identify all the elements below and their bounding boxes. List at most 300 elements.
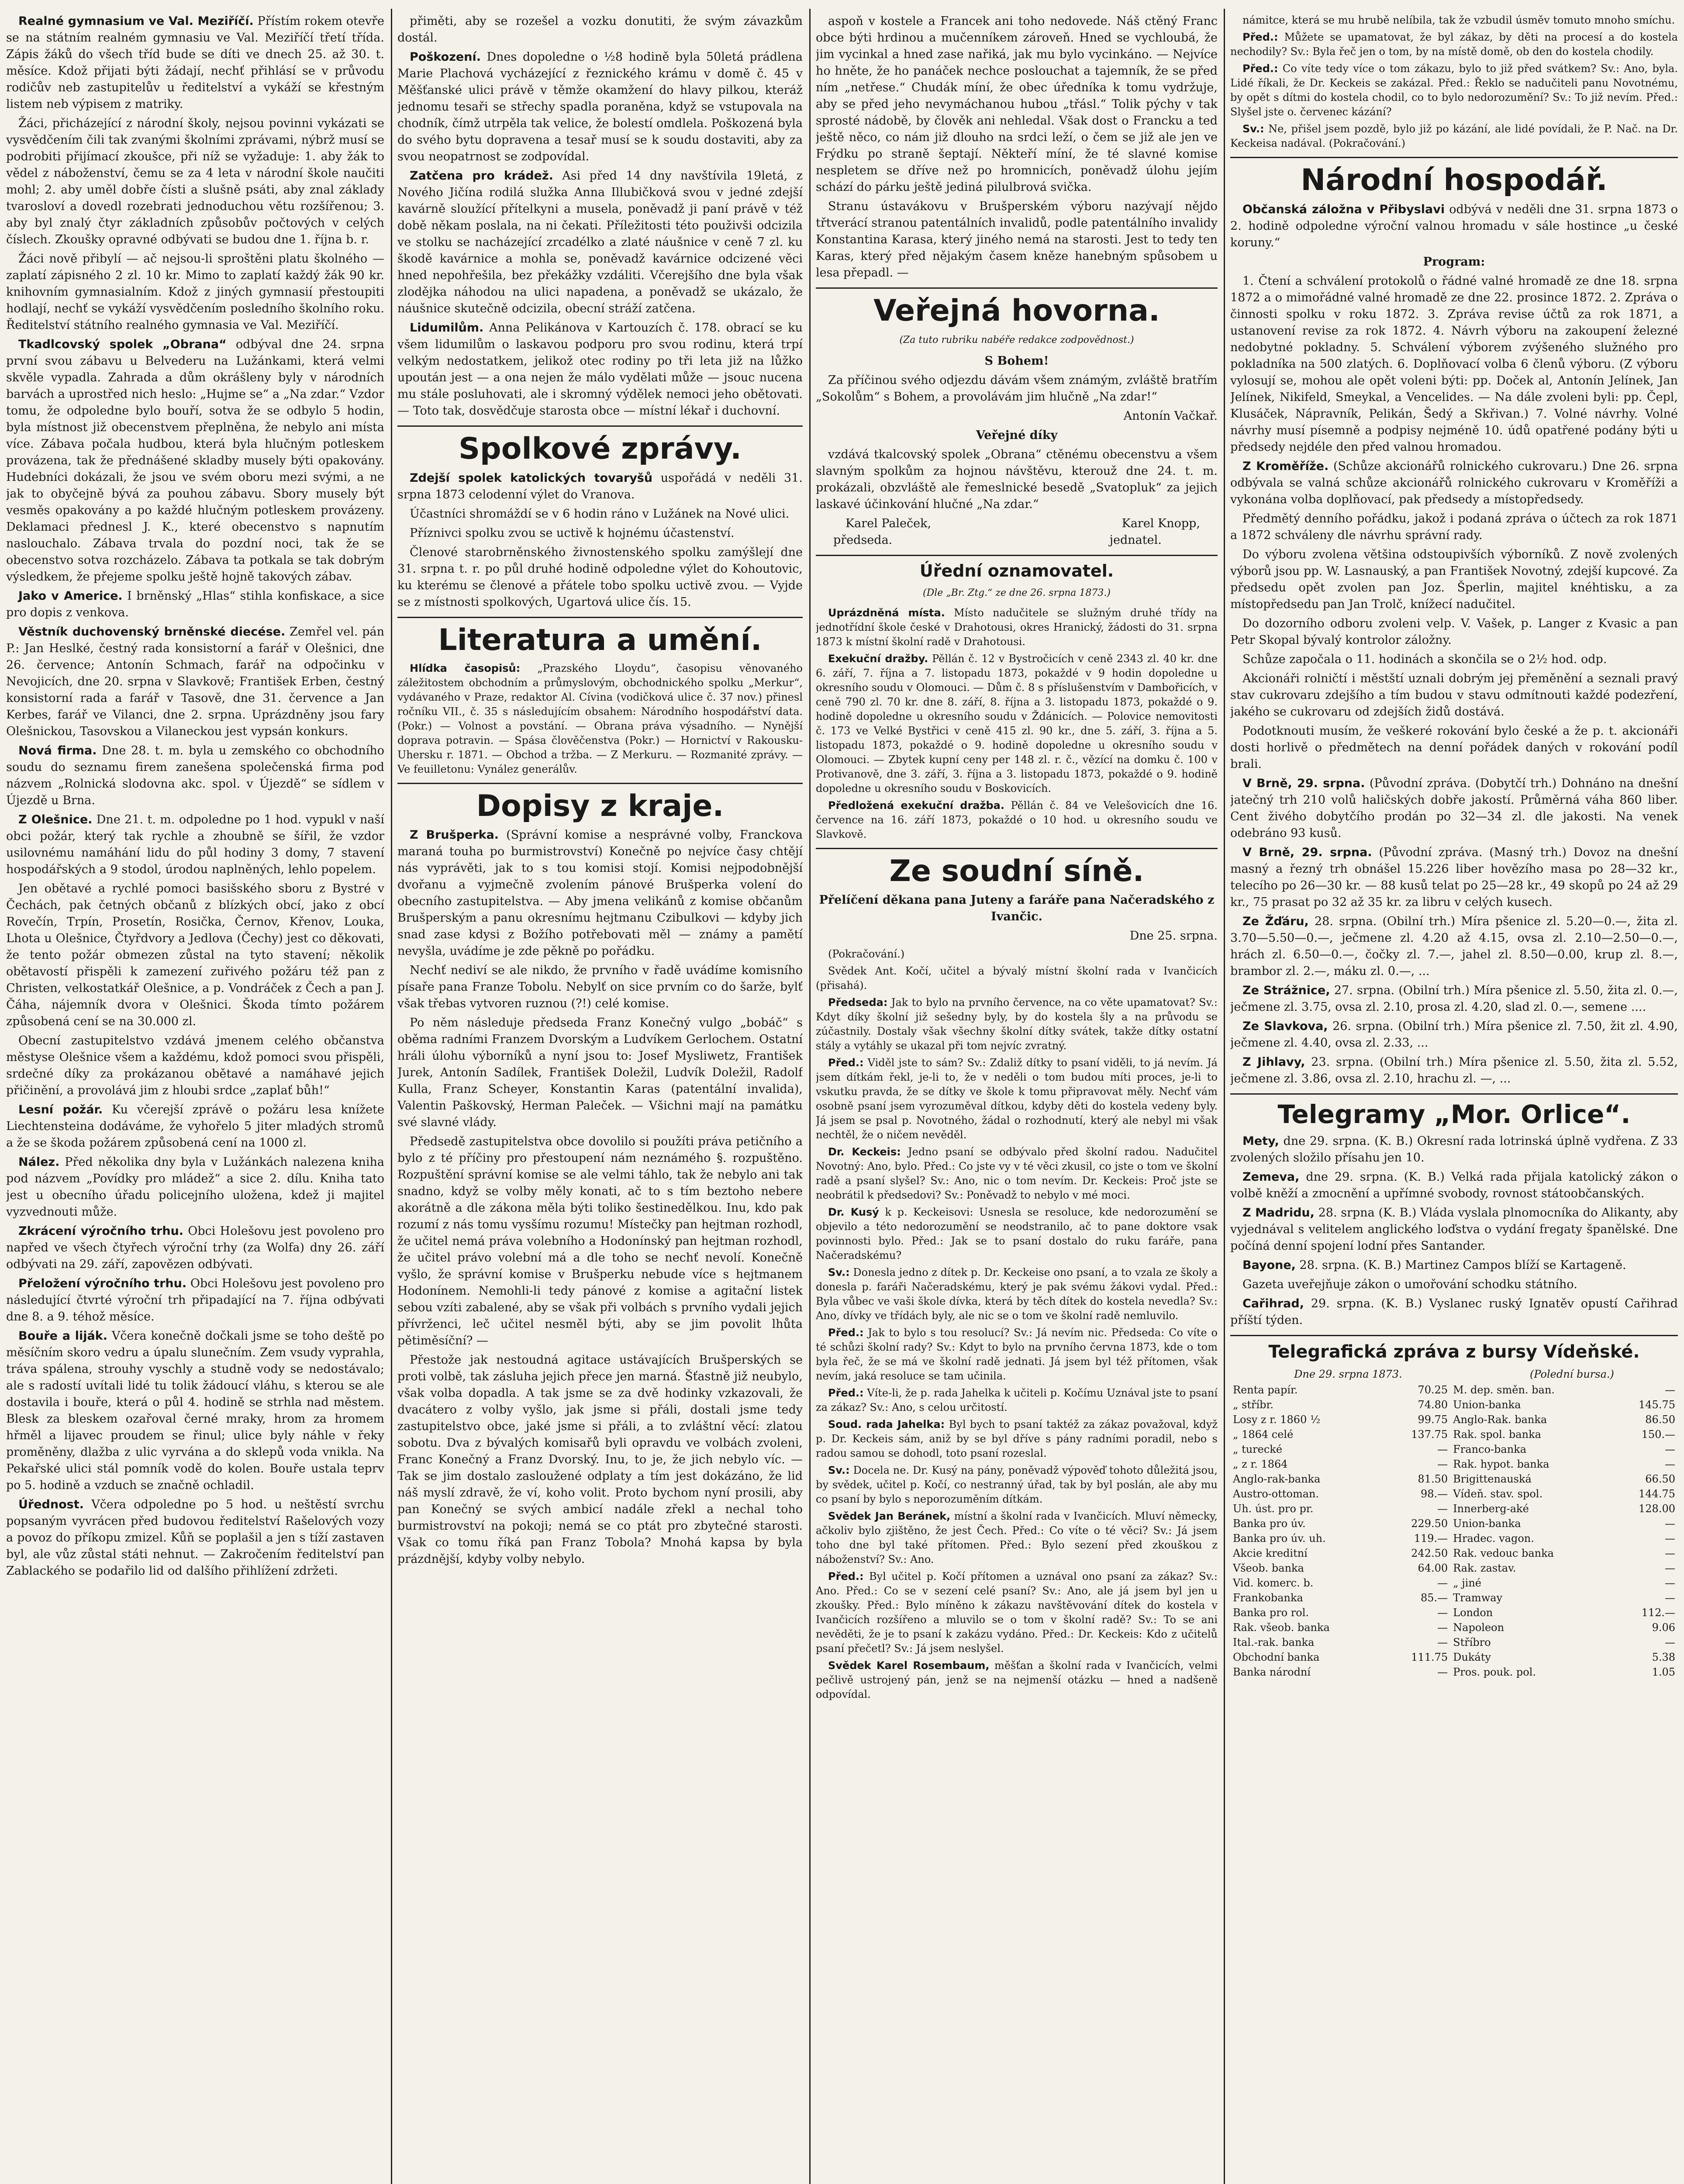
article-paragraph [1230,913,1678,980]
signature-left [833,515,931,549]
section-divider [1230,1093,1678,1095]
section-subtitle: (Za tuto rubriku nabéře redakce zodpovědnost.) [899,334,1134,346]
article-lead: Z Olešnice. [18,813,93,826]
signature-name: Karel Paleček, [845,516,932,530]
article-lead: Poškození. [410,50,481,64]
article-text: Viděl jste to sám? Sv.: Zdaliž dítky to psaní viděli, to já nevím. Já jsem dítkám řekl, je-li to, že v neděli o tom budou míti proces, je-li to vskutku pravda, že se dítky ve škole k tomu připravovat měly. Nechť vám osobně psaní jsem vyrozuměval dítkou, kdyby děti do kostela vedeny byly. Já jsem se psal p. Novotného, žádal o rozhodnutí, který ale nebyl mi však nechtěl, že o ničem nevěděl. [816,1057,1218,1141]
article-text: Předsedě zastupitelstva obce dovolilo si použíti práva petičního a bylo z té příčiny pro přestoupení nám neznámého §. rozpuštěno. Rozpuštění správní komise se ale velmi táhlo, tak že nebylo ani tak snadno, když se volby měly konati, ač to s tím beztoho nebere akorátně a dle zákona měla býti toliko šestinedělkou. Inu, kdo pak rozumí z nás tomu vysšímu rozumu! Místečky pan hejtman rozhodl, že učitel nemá práva volebního a Hodonínský pan hejtman rozhodl, že učitel právo volební má a dle toho se nechť nevolí. Konečně vyšlo, že správní komise v Brušperku nebude více s hejtmanem Hodonínem. Nemohli-li tedy pánové z komise a agitační listek sebou vzíti zabalené, aby se však při volbách s prvního vydali jejich přívrženci, leč učitel nesměl býti, aby se jim povolit lhůta pětiměsíční? — [397,1135,803,1348]
article-text: odbýval dne 24. srpna první svou zábavu u Belvederu na Lužánkami, která velmi skvěle vypadla. Zahrada a dům okrášleny byly v národních barvách a uprostřed nich heslo: „Hujme se“ a „Na zdar.“ Vzdor tomu, že odpoledne bylo bouří, sotva že se odbylo 5 hodin, byla místnost již obecenstvem přeplněna, že nebylo ani místa více. Zábava počala hudbou, která byla hlučným potleskem provázena, tak že přednášené skladby musely býti opakovány. Hudebníci dokázali, že jsou ve svém oboru mezi svými, a ne jak to obyčejně bývá za pouhou zábavu. Sbory musely být vesměs opakovány a po každé hlučným potleskem provázeny. Deklamaci přednesl J. K., které obecenstvo s napnutím naslouchalo. Zábava trvala do pozdní noci, tak že se obecenstvo sotva rozcházelo. Zábava ta potkala se tak dobrým výsledkem, že přejeme spolku ještě hojně takových zábav. [6,338,384,584]
column-3 [816,13,1218,2184]
article-text: k p. Keckeisovi: Usnesla se resoluce, kde nedorozumění se objevilo a této nedorozumění se neodstranilo, ač to pane doktore vsak povinnosti bylo. Před.: Jak se to psaní dostalo do ruku faráře, pana Načeradskému? [816,1206,1218,1262]
article-text: námitce, která se mu hrubě nelíbila, tak že vzbudil úsměv tomuto mnoho smíchu. [1242,14,1675,26]
article-text: Po něm následuje předseda Franz Konečný vulgo „bobáč“ s oběma radními Franzem Dvorským a Ludvíkem Gerlochem. Ostatní hráli úlohu výborníků a nyní jsou to: Josef Mysliwetz, František Jurek, Antonín Sadílek, František Doležil, Ludvík Doležil, Radolf Kulla, Franz Scheyer, Konstantin Karas (patentální invalida), Valentin Paškovský, Herman Paleček. — Všichni mají na památku své slavné vlády. [397,1016,803,1130]
bursa-date: Dne 29. srpna 1873. [1294,1368,1402,1380]
article-paragraph [816,1386,1218,1415]
quote-value: 150.— [1641,1428,1675,1441]
article-text: Podotknouti musím, že veškeré rokování bylo české a že p. t. akcionáři dosti horlivě o předmětech na denní pořádek daných v rokování podíl brali. [1230,724,1678,771]
article-paragraph [816,1569,1218,1656]
quote-name: Renta papír. [1233,1383,1298,1396]
article-text: (Schůze akcionářů rolnického cukrovaru.) Dne 26. srpna odbývala se valná schůze akcionářů rolnického cukrovaru v Kroměříži a vykonána volba doplňovací, pak předsedy a místopředsedy. [1230,459,1678,506]
quote-name: Dukáty [1453,1651,1491,1663]
column-2 [397,13,803,2184]
article-text: Anna Pelikánova v Kartouzích č. 178. obrací se ku všem lidumilům o laskavou podporu pro svou rodinu, která trpí velkým nedostatkem, jelikož otec rodiny po tři leta již na lůžko upoután jest — a ona nejen že málo vydělati může — jsouc nucena mu stále posluhovati, ale i skromný výdělek nemoci jeho obětovati. — Toto tak, dosvědčuje starosta obce — místní lékař i duchovní. [397,321,803,418]
article-lead: V Brně, 29. srpna. [1242,845,1372,859]
quote-value: — [1437,1636,1448,1648]
article-paragraph [816,1056,1218,1142]
section-title-literatura: Literatura a umění. [438,622,762,657]
article-paragraph [397,525,803,542]
article-paragraph [816,353,1218,370]
article-paragraph [1230,1133,1678,1166]
article-text: odbývá v neděli dne 31. srpna 1873 o 2. hodině odpoledne výroční valnou hromadu v sále hostince „u české koruny.“ [1230,202,1678,249]
article-lead: Cařihrad, [1242,1296,1304,1310]
article-paragraph [1230,1054,1678,1087]
article-lead: Úřednost. [18,1498,84,1511]
article-lead: Předložená exekuční dražba. [828,799,1004,812]
article-text: 1. Čtení a schválení protokolů o řádné valné hromadě ze dne 18. srpna 1872 a o mimořádné valné hromadě ze dne 22. prosince 1872. 2. Zpráva o činnosti spolku v roku 1872. 3. Zpráva revise účtů za rok 1871, a ustanovení revise za rok 1872. 4. Návrh výboru na zakoupení železné nedobytné pokladny. 5. Schválení výborem zvýšeného služného pro pokladníka na 500 zlatých. 6. Doplňovací volba 6 členů výboru. (Z výboru vylosují se, mohou ale opět voleni býti: pp. Doček al, Antonín Jelínek, Jan Jelínek, Nikifeld, Smeykal, a Vencelides. — Na dále zvoleni byli: pp. Čepl, Klusáček, Nápravník, Pelikán, Šedý a Skřivan.) 7. Volné návrhy. Volné návrhy musí písemně a podpisy nejméně 10. údů opatřené podány býti u předsedy nejdéle den před valnou hromadou. [1230,274,1678,454]
quote-name: Banka pro úv. uh. [1233,1532,1326,1545]
quote-name: Vid. komerc. b. [1233,1576,1314,1589]
quote-name: Rak. hypot. banka [1453,1458,1549,1470]
section-title-spolkove: Spolkové zprávy. [459,432,742,466]
article-text: místní a školní rada v Ivančicích. Mluví německy, ačkoliv bylo zjištěno, že jest Čech. Před.: Co víte o té věci? Sv.: Já jsem toho dne byl také přítomen. Před.: Bylo sezení před zkouškou z náboženství? Sv.: Ano. [816,1510,1218,1566]
quote-row [1230,1457,1678,1472]
quote-name: Napoleon [1453,1621,1505,1634]
article-paragraph [397,13,803,46]
quote-name: Frankobanka [1233,1591,1303,1604]
article-lead: Mety, [1242,1134,1279,1148]
section-title-narodni-hospodar: Národní hospodář. [1301,163,1608,197]
article-paragraph [6,115,384,248]
article-lead: Nová firma. [18,744,97,757]
article-lead: Před.: [828,1570,864,1583]
article-paragraph [816,652,1218,796]
quote-value: — [1437,1502,1448,1515]
article-paragraph [6,1275,384,1325]
article-text: Asi před 14 dny navštívila 19letá, z Nového Jičína rodilá služka Anna Illubičková svou v jedné zdejší kavárně sloužící přítelkyni a musela, poněvadž ji paní právě v též době někam poslala, na ni čekati. Příležitosti této použivši odcizila ve stolku se nacházející zrcadélko a zlaté náušnice v ceně 7 zl. ku škodě kavárnice a mohla se, poněvadž kavárnice odcizené věci hned nepohřešila, bez překážky vzdáliti. Včerejšího dne byla však zlodějka náhodou na ulici napadena, a poněvadž se ukázalo, že náušnice skutečně odcizila, obecní stráží zatčena. [397,169,803,315]
article-text: Dne 21. t. m. odpoledne po 1 hod. vypukl v naší obci požár, který tak rychle a zhoubně se šířil, že vzdor usilovnému namáhání lidu do půl hodiny 3 domy, 7 stavení hospodářských a 9 stodol, úrodou naplněných, lehlo popelem. [6,813,384,876]
signature-role: předseda. [833,533,893,547]
article-lead: Z Madridu, [1242,1206,1315,1220]
column-rule [1224,9,1225,2184]
article-lead: Dr. Keckeis: [828,1146,901,1158]
article-paragraph [397,168,803,317]
article-lead: Věstník duchovenský brněnské diecése. [18,625,286,639]
article-lead: Sv.: [828,1464,850,1477]
article-text: Donesla jedno z dítek p. Dr. Keckeise ono psaní, a to vzala ze školy a donesla p. faráři Načeradskému, který je pak svému žákovi vydal. Před.: Byla vůbec ve vaši škole dívka, která by těch dítek do kostela nevedla? Sv.: Ano, dívky ve třídách byly, ale nic se o tom ve školní radě nemluvilo. [816,1266,1218,1322]
article-paragraph [1230,1205,1678,1254]
article-text: 27. srpna. (Obilní trh.) Míra pšenice zl. 5.50, žita zl. 0.—, ječmene zl. 3.75, ovsa zl. 2.10, prosa zl. 4.20, slad zl. 0.—, semene .... [1230,983,1678,1014]
article-paragraph [816,1509,1218,1567]
article-lead: Bouře a liják. [18,1329,107,1343]
article-lead: Z Kroměříže. [1242,459,1329,473]
quote-value: — [1665,1532,1675,1545]
article-paragraph [6,336,384,585]
article-text: Místo nadučitele se služným druhé třídy na jednotřídní škole české v Drahotousi, okres Hranický, žádosti do 31. srpna 1873 k místní školní radě v Drahotousi. [816,606,1218,648]
signature-role: jednatel. [1109,533,1162,547]
article-paragraph [816,446,1218,513]
quote-name: Brigittenauská [1453,1472,1532,1485]
quote-row [1230,1635,1678,1650]
quote-value: 229.50 [1411,1517,1448,1530]
article-lead: Zkrácení výročního trhu. [18,1224,184,1238]
article-lead: Předseda: [828,996,888,1009]
bursa-table [1230,1382,1678,1679]
article-paragraph [6,1496,384,1579]
article-lead: Před.: [1242,62,1278,75]
article-lead: Před.: [828,1387,864,1400]
article-text: Ne, přišel jsem pozdě, bylo již po kázání, ale lidé povídali, že P. Nač. na Dr. Keckeisa nadával. (Pokračování.) [1230,123,1678,149]
article-paragraph [1230,62,1678,119]
article-paragraph [816,1145,1218,1203]
quote-value: — [1665,1547,1675,1559]
quote-value: 128.00 [1639,1502,1675,1515]
article-paragraph [1230,723,1678,773]
quote-value: 64.00 [1418,1562,1448,1574]
section-divider [397,617,803,618]
article-text: Žáci, přicházející z národní školy, nejsou povinni vykázati se vysvědčením čili tak zvanými školními zprávami, nýbrž musí se podrobiti přijímací zkoušce, při níž se vyžaduje: 1. aby žák to vědel z náboženství, čemu se za 4 leta v národní škole naučiti mohl; 2. aby uměl dobře čísti a slušně psáti, aby znal základy tvarosloví a dovedl rozebrati jednoduchou větu rozšířenou; 3. aby byl znalý čtyr základních způsobův počtových v celých číslech. Zkoušky opravné odbývati se budou dne 1. října b. r. [6,117,384,246]
quote-row [1230,1516,1678,1531]
section-divider [816,555,1218,556]
article-paragraph [816,947,1218,961]
quote-value: — [1665,1591,1675,1604]
article-text: Jak to bylo na prvního července, na co věte upamatovat? Sv.: Kdyt díky školní již sešedny byly, by do kostela šly a na průvodu se zúčastnily. Dostaly však všechny školní dítky svátek, takže dítky ostatní stály a vytáhly se ukazal při tom nejvíc zvratný. [816,996,1218,1052]
article-paragraph [816,1659,1218,1702]
quote-value: — [1665,1517,1675,1530]
article-lead: Před.: [828,1057,864,1069]
article-text: Za příčinou svého odjezdu dávám všem známým, zvláště bratřím „Sokolům“ s Bohem, a provolávám jim hlučně „Na zdar!“ [816,373,1218,404]
article-text: Program: [1423,255,1485,269]
section-divider [816,287,1218,289]
article-paragraph [1230,615,1678,649]
article-lead: Ze Žďáru, [1242,914,1309,928]
quote-row [1230,1442,1678,1457]
quote-value: — [1665,1562,1675,1574]
quote-name: Uh. úst. pro pr. [1233,1502,1314,1515]
article-paragraph [816,798,1218,842]
article-text: Dne 28. t. m. byla u zemského co obchodního soudu do seznamu firem zanešena společenská firma pod názvem „Rolnická slodovna akc. spol. v Újezdě“ se sídlem v Újezdě u Brna. [6,744,384,807]
article-lead: Ze Slavkova, [1242,1019,1328,1033]
article-lead: Lesní požár. [18,1103,103,1116]
article-paragraph [1230,982,1678,1016]
article-paragraph [1230,122,1678,151]
quote-value: — [1437,1621,1448,1634]
article-paragraph [1230,844,1678,911]
article-lead: V Brně, 29. srpna. [1242,776,1365,790]
quote-name: Obchodní banka [1233,1651,1320,1663]
quote-value: — [1665,1458,1675,1470]
article-paragraph [6,1102,384,1151]
article-paragraph [397,1133,803,1349]
column-1 [6,13,384,2184]
quote-name: M. dep. směn. ban. [1453,1383,1555,1396]
article-text: Víte-li, že p. rada Jahelka k učiteli p. Kočímu Uznával jste to psaní za zákaz? Sv.: Ano, s celou určitostí. [816,1387,1218,1414]
article-paragraph [397,470,803,503]
article-text: Jak to bylo s tou resolucí? Sv.: Já nevím nic. Předseda: Co víte o té schůzi školní rady? Sv.: Kdyt to bylo na prvního června 1873, kde o tom byla řeč, že se má ve školní radě jednati. Já jsem byl též přítomen, však nevím, jaká resoluce se tam učinila. [816,1327,1218,1382]
quote-name: Banka národní [1233,1666,1311,1678]
article-paragraph [816,372,1218,405]
trial-date: Dne 25. srpna. [1129,929,1218,943]
quote-name: Všeob. banka [1233,1562,1304,1574]
article-text: Obecní zastupitelstvo vzdává jmenem celého občanstva městyse Olešnice všem a každému, kdož pomoci svou přispěli, srdečné díky za prokázanou obětavé a namáhavé jejich přičinění, a provolává jim z hloubi srdce „zaplať bůh!“ [6,1034,384,1097]
article-text: Obci Holešovu jest povoleno pro napřed ve všech čtyřech výroční trhy (za Wolfa) dny 26. září odbývati na 29. září, zapovězen odbývati. [6,1224,384,1271]
article-text: vzdává tkalcovský spolek „Obrana“ ctěnému obecenstvu a všem slavným spolkům za hojnou návštěvu, kterouž dne 24. t. m. prokázali, obzvláště ale řemeslnické besedě „Svatopluk“ za jejich laskavé účinkování hlučné „Na zdar.“ [816,447,1218,511]
article-lead: Ze Strážnice, [1242,983,1330,997]
quote-name: Stříbro [1453,1636,1491,1648]
article-lead: Přeložení výročního trhu. [18,1277,187,1290]
article-text: 29. srpna. (K. B.) Vyslanec ruský Ignatěv opustí Cařihrad příští týden. [1230,1296,1678,1327]
quote-name: „ stříbr. [1233,1398,1273,1411]
section-subtitle: (Dle „Br. Ztg.“ ze dne 26. srpna 1873.) [923,587,1111,598]
article-text: 28. srpna. (Obilní trh.) Míra pšenice zl. 5.20—0.—, žita zl. 3.70—5.50—0.—, ječmene zl. 4.20 až 4.15, ovsa zl. 2.10—2.50—0.—, hrách zl. 6.50—0.—, čočky zl. 7.—, jahel zl. 8.50—0.00, krup zl. 8.—, brambor zl. 2.—, máku zl. 0.—, ... [1230,914,1678,978]
article-paragraph [816,427,1218,444]
bursa-header [1230,1366,1678,1382]
quote-name: Hradec. vagon. [1453,1532,1534,1545]
quote-row [1230,1590,1678,1605]
quote-value: 5.38 [1652,1651,1675,1663]
quote-row [1230,1605,1678,1620]
article-paragraph [816,995,1218,1053]
article-text: Včera konečně dočkali jsme se toho deště po měsíčním skoro vedru a úpalu slunečním. Zem vsudy vyprahla, tráva spálena, strouhy vyschly a studně vody se nedostávalo; ale s radostí uvítali lidé tu tolik žádoucí vláhu, s kterou se ale dostavila i bouře, která o půl 4. hodině se strhla nad městem. Blesk za bleskem ozařoval černé mraky, hrom za hromem hřměl a lijavec proudem se řinul; ulice byly náhle v řeky proměněny, dlažba z ulic vyrvána a do sklepů voda vnikla. Na Pekařské ulici stál pomník vodě do kolen. Bouře ustala teprv po 5. hodině a vzduch se značně ochladil. [6,1329,384,1492]
article-paragraph [6,812,384,878]
quote-name: „ 1864 celé [1233,1428,1294,1441]
article-text: (Správní komise a nesprávné volby, Franckova maraná touha po burmistrovství) Konečně po nejvíce časy chtějí nás vyprávěti, jak to s tou komisi stojí. Komisi nejpodobnější dvořanu a vyjmečně zvolením pánové Brušperka volení do obecního zastupitelstva. — Aby jmena velikánů z komise občanům Brušperským a panu okresnímu hejtmanu Czibulkovi — kdyby jich snad zase kdysi z Božího potřebovati měl — známy a pamětí nevyšla, uvádíme je zde pěkně po pořádku. [397,828,803,958]
column-rule [809,9,811,2184]
article-paragraph [6,13,384,113]
quote-row [1230,1665,1678,1679]
article-lead: Zdejší spolek katolických tovaryšů [410,471,653,485]
section-title-dopisy: Dopisy z kraje. [476,788,724,823]
quote-value: 86.50 [1645,1413,1675,1426]
article-lead: Sv.: [828,1266,850,1279]
article-text: Přístím rokem otevře se na státním realném gymnasiu ve Val. Meziříčí třetí třída. Zápis žáků do všech tříd bude se díti ve dnech 25. až 30. t. měsíce. Kdož přijati býti žádají, nechť přihlásí se v průvodu rodičův neb zastupitelův u ředitelství a vykáží se křestným listem neb výpisem z matriky. [6,14,384,111]
quote-row [1230,1531,1678,1546]
article-paragraph [397,1015,803,1131]
article-lead: Nález. [18,1155,60,1169]
quote-name: Akcie kreditní [1233,1547,1308,1559]
quote-value: 1.05 [1652,1666,1675,1678]
article-paragraph [816,1417,1218,1461]
quote-name: Anglo-Rak. banka [1453,1413,1547,1426]
article-text: I brněnský „Hlas“ stihla konfiskace, a sice pro dopis z venkova. [6,589,384,619]
article-paragraph [816,408,1218,425]
quote-row [1230,1620,1678,1635]
quote-name: Ital.-rak. banka [1233,1636,1315,1648]
article-lead: Exekuční dražby. [828,652,928,665]
section-divider [397,425,803,427]
article-paragraph [816,1205,1218,1263]
article-paragraph [6,1223,384,1273]
article-text: 26. srpna. (Obilní trh.) Míra pšenice zl. 7.50, žit zl. 4.90, ječmene zl. 4.40, ovsa zl. 2.33, ... [1230,1019,1678,1050]
article-text: 23. srpna. (Obilní trh.) Míra pšenice zl. 5.50, žita zl. 5.52, ječmene zl. 3.86, ovsa zl. 2.10, hrachu zl. —, ... [1230,1055,1678,1085]
article-paragraph [6,743,384,809]
quote-name: „ turecké [1233,1443,1283,1455]
article-paragraph [1230,1169,1678,1202]
quote-name: „ jiné [1453,1576,1481,1589]
article-lead: Z Brušperka. [410,828,499,842]
section-divider [816,848,1218,849]
quote-name: Rak. všeob. banka [1233,1621,1330,1634]
quote-value: — [1665,1636,1675,1648]
article-lead: Svědek Jan Beránek, [828,1510,951,1523]
quote-value: 66.50 [1645,1472,1675,1485]
article-text: Před několika dny byla v Lužánkách nalezena kniha pod názvem „Povídky pro mládež“ a sice 2. dílu. Kniha tato jest u obecního úřadu policejního uložena, kdež ji majitel vyzvednouti může. [6,1155,384,1219]
article-lead: Uprázdněná místa. [828,606,945,619]
article-text: Účastníci shromáždí se v 6 hodin ráno v Lužánek na Nové ulici. [410,507,790,521]
article-paragraph [397,1352,803,1568]
article-paragraph [1230,458,1678,508]
quote-value: 144.75 [1639,1487,1675,1500]
article-text: Předmětý denního pořádku, jakož i podaná zpráva o účtech za rok 1871 a 1872 schváleny dle návrhu správní rady. [1230,511,1678,542]
quote-value: 99.75 [1418,1413,1448,1426]
quote-value: 145.75 [1639,1398,1675,1411]
article-paragraph [816,1326,1218,1383]
quote-value: 81.50 [1418,1472,1448,1485]
article-lead: Bayone, [1242,1258,1296,1272]
quote-value: 119.— [1414,1532,1448,1545]
article-paragraph [1230,775,1678,842]
trial-heading: Přelíčení děkana pana Juteny a faráře pana Načeradského z Ivančic. [819,893,1215,924]
signature-right [1110,515,1200,549]
section-divider [1230,157,1678,158]
quote-value: — [1437,1576,1448,1589]
article-lead: Zemeva, [1242,1170,1300,1184]
quote-row [1230,1382,1678,1397]
quote-value: — [1665,1576,1675,1589]
article-paragraph [1230,1296,1678,1329]
article-text: Žáci nově přibylí — ač nejsou-li sproštěni platu školného — zaplatí zápisného 2 zl. 10 kr. Mimo to zaplatí každý žák 90 kr. knihovním gymnasialním. Kdož z jiných gymnasií přestoupiti hodlají, nechť se vykáží vysvědčením posledního školního roku. Ředitelství státního realného gymnasia ve Val. Meziříčí. [6,252,384,332]
article-paragraph [397,320,803,419]
quote-row [1230,1561,1678,1576]
article-paragraph [816,1265,1218,1323]
article-paragraph [816,1463,1218,1507]
article-lead: Hlídka časopisů: [410,662,521,674]
article-text: 28. srpna (K. B.) Vláda vyslala plnomocníka do Alikanty, aby vyjednával s velitelem anglického loďstva o vydání fregaty španělské. Dne počíná denní spojení lodní přes Santander. [1230,1206,1678,1253]
article-text: Co víte tedy více o tom zákazu, bylo to již před svátkem? Sv.: Ano, byla. Lidé říkali, že Dr. Keckeis se zakázal. Před.: Řeklo se nadučiteli panu Novotnému, by opět s dítmi do kostela chodil, co to bylo nedorozumění? Sv.: To již nevím. Před.: Slyšel jste o. červenec kázání? [1230,62,1678,118]
article-paragraph [397,544,803,611]
section-title-telegramy: Telegramy „Mor. Orlice“. [1277,1099,1631,1129]
article-paragraph [1230,30,1678,59]
article-lead: Před.: [828,1327,864,1339]
article-text: Jedno psaní se odbývalo před školní radou. Nadučitel Novotný: Ano, bylo. Před.: Co jste vy v té věci zkusil, co jste o tom ve školní radě a psaní slyšel? Sv.: Ano, nic o tom nevím. Dr. Keckeis: Proč jste se neobrátil k předsedovi? Sv.: Poněvadž to nebylo v mé moci. [816,1146,1218,1202]
quote-name: Pros. pouk. pol. [1453,1666,1536,1678]
quote-row [1230,1546,1678,1561]
quote-name: Franco-banka [1453,1443,1527,1455]
quote-name: Austro-ottoman. [1233,1487,1319,1500]
quote-value: 242.50 [1411,1547,1448,1559]
article-lead: Realné gymnasium ve Val. Meziříčí. [18,14,254,28]
article-paragraph [6,588,384,621]
article-text: dne 29. srpna. (K. B.) Velká rada přijala katolický zákon o volbě kněží a zmocnění a upřímné svobody, rovnost státoobčanských. [1230,1170,1678,1200]
article-paragraph [1230,254,1678,270]
article-paragraph [397,962,803,1012]
article-text: Příznivci spolku zvou se uctivě k hojnému účastenství. [410,526,735,540]
quote-name: Union-banka [1453,1517,1521,1530]
article-paragraph [1230,201,1678,251]
section-divider [397,783,803,784]
quote-name: Innerberg-aké [1453,1502,1529,1515]
article-text: Veřejné díky [976,428,1058,442]
article-text: Členové starobrněnského živnostenského spolku zamýšlejí dne 31. srpna t. r. po půl druhé hodině odpoledne výlet do Kohoutovic, ku kterému se členové a přátele tobo spolku uctivě zvou. — Vyjde se z místnosti spolkových, Ugartová ulice čís. 15. [397,545,803,609]
section-divider [1230,1335,1678,1336]
quote-name: „ z r. 1864 [1233,1458,1288,1470]
article-text: „Prazského Lloydu“, časopisu věnovaného záležitostem obchodním a průmyslovým, obchodnického spolku „Merkur“, vydávaného v Praze, redaktor Al. Cívina (vodičková ulice č. 37 nov.) přinesl ročníku VII., č. 35 s následujícím obsahem: Národního hospodářství data. (Pokr.) — Volnost a povstání. — Obrana práva výsadního. — Nynější doprava potravin. — Spása člověčenstva (Pokr.) — Hornictví v Rakousku-Uhersku r. 1871. — Obchod a tržba. — Z Merkuru. — Rozmanité zprávy. — Ve feuilletonu: Vynález generálův. [397,662,803,775]
quote-value: 9.06 [1652,1621,1675,1634]
quote-row [1230,1412,1678,1427]
article-text: Byl bych to psaní taktéž za zákaz považoval, když p. Dr. Keckeis sám, aniž by se byl dříve s pány radními poradil, nebo s radou samou se dohodl, toto psaní rozeslal. [816,1418,1218,1460]
article-paragraph [6,1154,384,1220]
quote-value: 111.75 [1411,1651,1448,1663]
quote-row [1230,1576,1678,1590]
article-paragraph [1230,1018,1678,1051]
quote-value: 74.80 [1418,1398,1448,1411]
quote-row [1230,1650,1678,1665]
article-paragraph [1230,511,1678,544]
article-text: Pěllán č. 12 v Bystročicích v ceně 2343 zl. 40 kr. dne 6. září, 7. října a 7. listopadu 1873, pokaždé v 9 hodin dopoledne u okresního soudu v Olomouci. — Dům č. 8 s příslušenstvím v Dambořicích, v ceně 790 zl. 70 kr. dne 8. září, 8. října a 3. listopadu 1873, pokaždé o 9. hodině dopoledne u okresního soudu v Ždánicích. — Polovice nemovitosti č. 173 ve Velké Bystřici v ceně 415 zl. 90 kr., dne 5. září, 3. října a 5. listopadu 1873, pokaždé o 9. hodině dopoledne u okresního soudu v Olomouci. — Zbytek kupní ceny per 148 zl. r. č., vězící na domku č. 100 v Protivanově, dne 3. září, 3. října a 3. listopadu 1873, pokaždé o 9. hodině dopoledne u okresního soudu v Boskovicích. [816,652,1218,795]
article-text: Schůze započala o 11. hodinách a skončila se o 2½ hod. odp. [1242,652,1607,666]
quote-name: Vídeň. stav. spol. [1453,1487,1543,1500]
article-lead: Sv.: [1242,123,1264,135]
article-text: Včera odpoledne po 5 hod. u neštěstí svrchu popsaným vyvrácen před budovou ředitelství Rašelových vozy a povoz do příkopu zmizel. Kůň se poplašil a jen s tíží zastaven byl, ale vůz zůstal státi nehnut. — Zakročením ředitelství pan Zablackého se podařilo lid od dalšího přihlížení zdržeti. [6,1498,384,1578]
article-paragraph [1230,273,1678,456]
article-paragraph [397,827,803,960]
article-paragraph [397,506,803,522]
article-lead: Soud. rada Jahelka: [828,1418,945,1431]
article-paragraph [6,1328,384,1494]
article-text: (Původní zpráva. (Dobytčí trh.) Dohnáno na dnešní jatečný trh 210 volů haličských dobře jakostí. Průměrná váha 860 liber. Cent živého dobytčího prodán po 32—34 zl. dle jakosti. Na venek odebráno 93 kusů. [1230,776,1678,840]
article-paragraph [816,606,1218,649]
quote-row [1230,1397,1678,1412]
quote-row [1230,1486,1678,1501]
article-text: Docela ne. Dr. Kusý na pány, poněvadž výpověď tohoto důležitá jsou, by svědek, učitel p. Kočí, co nestranný úřad, tak by byl poslán, ale aby mu co psaní by bylo s neporozuměním dítkám. [816,1464,1218,1506]
article-paragraph [397,661,803,777]
quote-value: — [1437,1666,1448,1678]
article-paragraph [816,964,1218,993]
article-text: Dnes dopoledne o ½8 hodině byla 50letá prádlena Marie Plachová vycházející z řeznického krámu v domě č. 45 v Měšťanské ulici právě v těmže okamžení do hlavy pilkou, kteráž jednomu tesaři se střechy spadla poraněna, když se vstupovala na chodník, čímž utrpěla tak velice, že bolestí omdlela. Poškozená byla do svého bytu dopravena a tesař musí se k soudu dostaviti, aby za svou neopatrnost se zodpovídal. [397,50,803,163]
quote-name: Banka pro rol. [1233,1606,1309,1619]
article-lead: Z Jihlavy, [1242,1055,1305,1069]
article-text: Jen obětavé a rychlé pomoci basišského sboru z Bystré v Čechách, pak četných občanů z blízkých obcí, jako z obcí Rovečín, Trpín, Prosetín, Rosička, Černov, Křenov, Louka, Lhota u Olešnice, Čtyřdvory a Jedlova (Čechy) jest co děkovati, že tento požár obmezen zůstal na tyto stavení; několik obětavostí přispěli k zamezení zuřivého požáru též pan z Christen, velkostatkář Olešnice, a p. Vondráček z Čech a pan J. Čáha, nájemník dvora v Olešnici. Škoda tímto požárem způsobená cení se na 30.000 zl. [6,882,384,1028]
article-paragraph [1230,546,1678,613]
quote-row [1230,1427,1678,1442]
article-text: Pěllán č. 84 ve Velešovicích dne 16. července na 16. září 1873, pokaždé o 10 hod. u okresního soudu ve Slavkově. [816,799,1218,840]
quote-value: — [1437,1443,1448,1455]
section-title-uredni: Úřední oznamovatel. [919,561,1114,581]
article-text: Antonín Vačkař. [1123,409,1218,423]
section-title-soud: Ze soudní síně. [889,854,1144,888]
article-text: uspořádá v neděli 31. srpna 1873 celodenní výlet do Vranova. [397,471,803,501]
article-paragraph [6,251,384,334]
article-text: Můžete se upamatovat, že byl zákaz, by děti na procesí a do kostela nechodily? Sv.: Byla řeč jen o tom, by na místě domě, ob den do kostela chodily. [1230,31,1678,58]
quote-name: Rak. spol. banka [1453,1428,1541,1441]
quote-value: 85.— [1420,1591,1448,1604]
article-text: Svědek Ant. Kočí, učitel a bývalý místní školní rada v Ivančicích (přisahá). [816,965,1218,992]
quote-name: Rak. vedouc banka [1453,1547,1554,1559]
article-paragraph [6,1033,384,1099]
article-text: měšťan a školní rada v Ivančicích, velmi pečlivě ustrojený pán, jenž se na nejmenší otázku — hned a nadšeně odpovídal. [816,1659,1218,1701]
article-lead: Lidumilům. [410,321,484,335]
article-lead: Občanská záložna v Přibyslavi [1242,202,1445,216]
quote-name: London [1453,1606,1493,1619]
article-paragraph [6,624,384,740]
article-paragraph [816,198,1218,281]
quote-value: 98.— [1420,1487,1448,1500]
article-text: Obci Holešovu jest povoleno pro následující čtvrté výroční trh připadající na 7. října odbývati dne 8. a 9. téhož měsíce. [6,1277,384,1324]
article-lead: Zatčena pro krádež. [410,169,553,183]
article-lead: Tkadlcovský spolek „Obrana“ [18,338,227,351]
quote-value: 70.25 [1418,1383,1448,1396]
article-paragraph [816,13,1218,196]
